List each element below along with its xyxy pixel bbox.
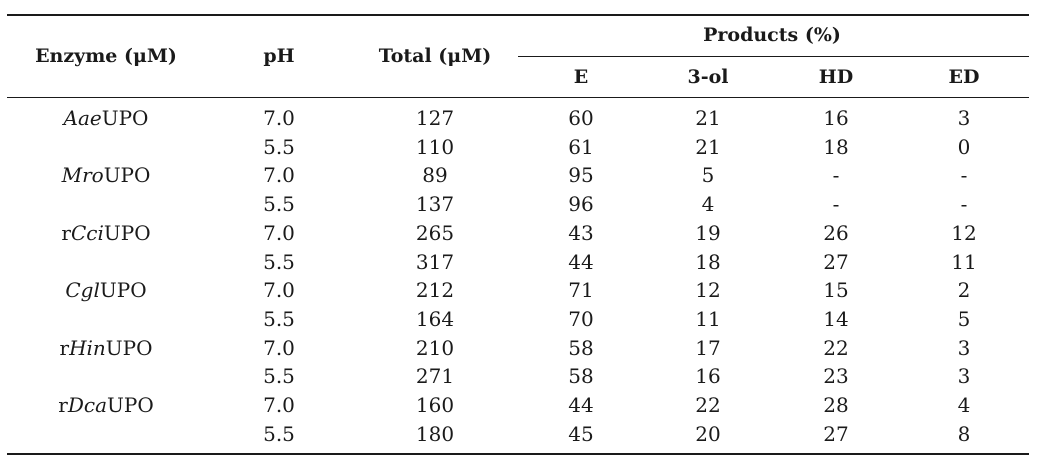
- enzyme-species: Mro: [61, 163, 104, 188]
- enzyme-suffix: UPO: [103, 220, 151, 245]
- cell-total: 137: [415, 192, 455, 217]
- cell-e: 58: [568, 364, 594, 389]
- products-subrule: [518, 56, 1029, 57]
- cell-total: 160: [415, 393, 455, 417]
- cell-ph: 5.5: [263, 192, 295, 217]
- enzyme-suffix: UPO: [99, 278, 147, 303]
- cell-hd: 22: [823, 335, 849, 360]
- cell-hd: 28: [823, 393, 849, 417]
- enzyme-species: Cgl: [65, 278, 100, 303]
- cell-hd: 14: [823, 306, 849, 331]
- cell-total: 317: [415, 249, 455, 274]
- cell-total: 89: [422, 163, 448, 188]
- header-enzyme: Enzyme (μM): [35, 45, 177, 67]
- cell-ol: 21: [695, 106, 721, 130]
- cell-hd: 15: [823, 278, 849, 303]
- cell-e: 44: [568, 249, 594, 274]
- enzyme-name: [58, 393, 153, 417]
- cell-e: 60: [568, 106, 594, 130]
- header-3ol: 3-ol: [687, 66, 729, 88]
- header-products: Products (%): [703, 24, 841, 46]
- enzyme-suffix: UPO: [105, 335, 153, 360]
- cell-ph: 7.0: [263, 278, 295, 303]
- cell-total: 127: [415, 106, 455, 130]
- cell-ol: 12: [695, 278, 721, 303]
- cell-ol: 20: [695, 421, 721, 446]
- cell-hd: 27: [823, 421, 849, 446]
- enzyme-name: [65, 278, 146, 302]
- enzyme-species: Cci: [70, 220, 104, 245]
- cell-ol: 11: [695, 306, 721, 331]
- cell-e: 43: [568, 220, 594, 245]
- cell-ed: 5: [957, 306, 971, 331]
- cell-ed: -: [960, 192, 968, 217]
- header-e: E: [573, 66, 589, 88]
- cell-hd: 27: [823, 249, 849, 274]
- cell-e: 70: [568, 306, 594, 331]
- cell-ph: 5.5: [263, 421, 295, 446]
- cell-e: 95: [568, 163, 594, 188]
- cell-ol: 4: [701, 192, 715, 217]
- cell-ol: 22: [695, 393, 721, 417]
- cell-ph: 5.5: [263, 249, 295, 274]
- cell-e: 44: [568, 393, 594, 417]
- cell-ph: 7.0: [263, 220, 295, 245]
- enzyme-name: [61, 221, 150, 245]
- cell-ph: 7.0: [263, 393, 295, 417]
- cell-ed: 8: [957, 421, 971, 446]
- header-ph: pH: [263, 45, 295, 67]
- cell-hd: 23: [823, 364, 849, 389]
- cell-ol: 21: [695, 134, 721, 159]
- enzyme-suffix: UPO: [107, 393, 154, 417]
- cell-ol: 5: [701, 163, 715, 188]
- cell-total: 110: [415, 134, 455, 159]
- cell-e: 61: [568, 134, 594, 159]
- enzyme-suffix: UPO: [103, 163, 151, 188]
- cell-total: 164: [415, 306, 455, 331]
- cell-ed: 3: [957, 335, 971, 360]
- cell-ed: 12: [951, 220, 977, 245]
- cell-ed: 4: [957, 393, 971, 417]
- enzyme-prefix: r: [58, 393, 68, 417]
- header-hd: HD: [818, 66, 854, 88]
- cell-total: 212: [415, 278, 455, 303]
- cell-ed: -: [960, 163, 968, 188]
- enzyme-name: [64, 106, 149, 130]
- cell-ol: 19: [695, 220, 721, 245]
- cell-ol: 16: [695, 364, 721, 389]
- cell-ph: 7.0: [263, 335, 295, 360]
- cell-hd: -: [832, 163, 840, 188]
- cell-total: 271: [415, 364, 455, 389]
- cell-total: 210: [415, 335, 455, 360]
- enzyme-prefix: r: [59, 335, 70, 360]
- enzyme-name: [60, 336, 153, 360]
- cell-e: 96: [568, 192, 594, 217]
- header-ed: ED: [948, 66, 980, 88]
- enzyme-suffix: UPO: [101, 106, 149, 130]
- cell-total: 180: [415, 421, 455, 446]
- cell-e: 71: [568, 278, 594, 303]
- cell-ol: 18: [695, 249, 721, 274]
- cell-ph: 7.0: [263, 163, 295, 188]
- cell-ol: 17: [695, 335, 721, 360]
- cell-ed: 3: [957, 364, 971, 389]
- enzyme-species: Aae: [63, 106, 102, 130]
- cell-hd: -: [832, 192, 840, 217]
- cell-ed: 11: [951, 249, 977, 274]
- cell-ed: 0: [957, 134, 971, 159]
- cell-ph: 5.5: [263, 306, 295, 331]
- cell-total: 265: [415, 220, 455, 245]
- bottom-rule: [7, 453, 1029, 455]
- enzyme-species: Hin: [69, 335, 106, 360]
- enzyme-prefix: r: [61, 220, 71, 245]
- cell-hd: 16: [823, 106, 849, 130]
- cell-ed: 3: [957, 106, 971, 130]
- top-rule: [7, 14, 1029, 16]
- header-rule: [7, 97, 1029, 98]
- cell-ed: 2: [957, 278, 971, 303]
- cell-e: 45: [568, 421, 594, 446]
- cell-hd: 18: [823, 134, 849, 159]
- enzyme-name: [62, 163, 151, 187]
- cell-ph: 7.0: [263, 106, 295, 130]
- cell-ph: 5.5: [263, 134, 295, 159]
- header-total: Total (μM): [378, 45, 492, 67]
- cell-hd: 26: [823, 220, 849, 245]
- cell-ph: 5.5: [263, 364, 295, 389]
- products-table: [7, 0, 1029, 470]
- cell-e: 58: [568, 335, 594, 360]
- enzyme-species: Dca: [67, 393, 108, 417]
